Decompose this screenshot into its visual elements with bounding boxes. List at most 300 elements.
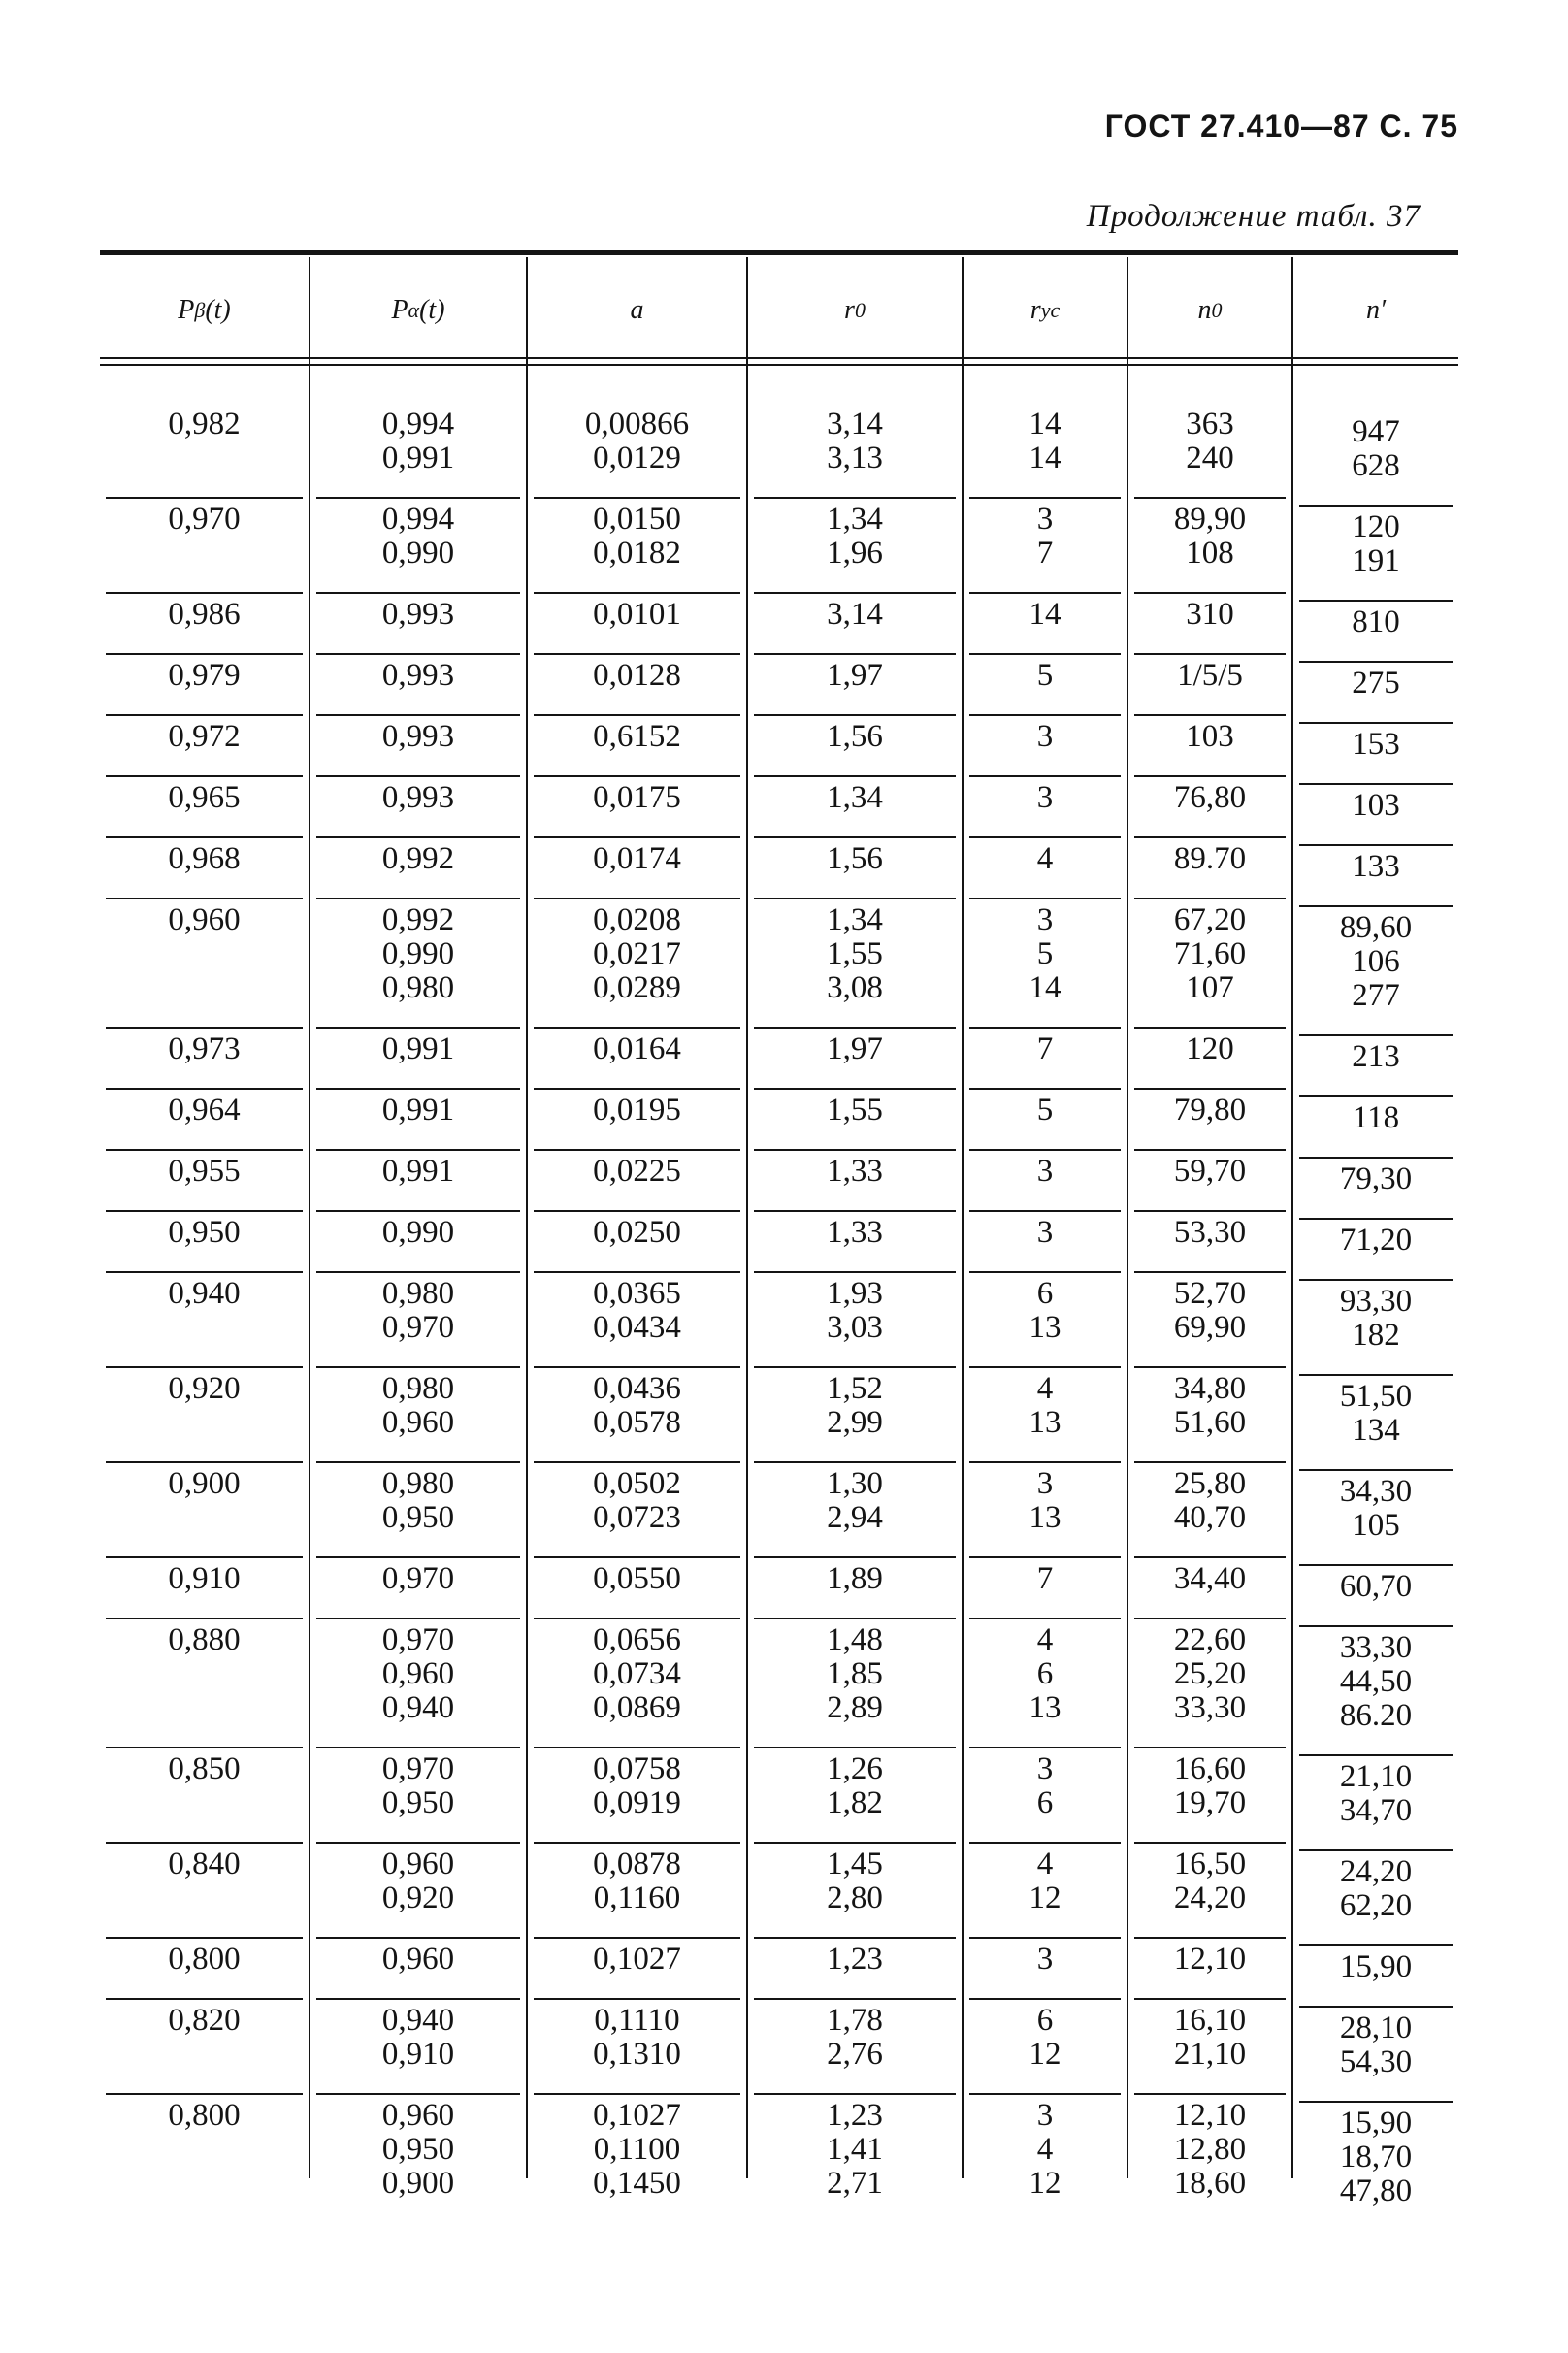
table-row (0, 1216, 1568, 1277)
cell-a (528, 1562, 746, 1596)
cell-n0-value: 12,10 (1173, 2098, 1247, 2133)
cell-p-beta-value: 0,920 (168, 1371, 241, 1406)
row-separator (969, 653, 1121, 655)
cell-p-alpha-value: 0,993 (381, 719, 455, 754)
row-separator (534, 653, 740, 655)
cell-n-prime (1293, 1950, 1458, 1984)
cell-n0 (1128, 1155, 1291, 1189)
cell-p-alpha-value: 0,980 (381, 970, 455, 1005)
cell-r0-value: 1,85 (827, 1656, 883, 1691)
cell-r0-value: 1,23 (827, 1942, 883, 1977)
cell-n-prime-value: 21,10 (1339, 1759, 1413, 1794)
cell-p-alpha-value: 0,992 (381, 902, 455, 937)
cell-ryc-value: 6 (1036, 1785, 1054, 1820)
row-separator (969, 714, 1121, 716)
cell-a (528, 2004, 746, 2072)
cell-n-prime (1293, 789, 1458, 823)
table-continuation-caption: Продолжение табл. 37 (1086, 199, 1421, 234)
cell-ryc-value: 14 (1029, 407, 1062, 441)
cell-r0-value: 2,71 (827, 2166, 883, 2201)
cell-n0-value: 33,30 (1173, 1690, 1247, 1725)
cell-a (528, 903, 746, 1005)
cell-p-beta (100, 598, 309, 632)
cell-n0 (1128, 598, 1291, 632)
cell-p-alpha-value: 0,990 (381, 1215, 455, 1250)
row-separator (106, 592, 303, 594)
cell-a-value: 0,0101 (593, 597, 681, 632)
cell-a-value: 0,0723 (593, 1500, 681, 1535)
row-separator (969, 1556, 1121, 1558)
cell-p-alpha-value: 0,970 (381, 1310, 455, 1345)
cell-a-value: 0,0656 (593, 1622, 681, 1657)
cell-p-alpha (310, 2099, 526, 2201)
cell-n-prime-value: 34,70 (1339, 1793, 1413, 1828)
row-separator (316, 1556, 520, 1558)
row-separator (969, 592, 1121, 594)
row-separator (534, 1366, 740, 1368)
cell-n-prime (1293, 1631, 1458, 1733)
cell-p-alpha-value: 0,950 (381, 1500, 455, 1535)
cell-r0-value: 3,13 (827, 441, 883, 475)
cell-p-beta-value: 0,850 (168, 1751, 241, 1786)
row-separator (969, 1088, 1121, 1090)
cell-r0 (748, 1277, 962, 1345)
cell-n0-value: 12,10 (1173, 1942, 1247, 1977)
cell-r0-value: 1,89 (827, 1561, 883, 1596)
cell-r0-value: 1,23 (827, 2098, 883, 2133)
cell-n-prime-value: 275 (1352, 666, 1400, 701)
cell-p-alpha (310, 1467, 526, 1535)
cell-ryc (964, 720, 1127, 754)
cell-r0 (748, 1155, 962, 1189)
table-row (0, 1155, 1568, 1216)
row-separator (106, 1937, 303, 1939)
row-separator (106, 1088, 303, 1090)
cell-a-value: 0,1450 (593, 2166, 681, 2201)
cell-p-alpha (310, 1155, 526, 1189)
cell-r0 (748, 842, 962, 876)
cell-a (528, 1943, 746, 1977)
row-separator (316, 1998, 520, 2000)
cell-n0-value: 16,60 (1173, 1751, 1247, 1786)
row-separator (106, 898, 303, 899)
cell-n-prime-value: 191 (1352, 543, 1400, 578)
cell-n-prime (1293, 1380, 1458, 1448)
cell-r0 (748, 720, 962, 754)
cell-p-alpha-value: 0,920 (381, 1880, 455, 1915)
row-separator (754, 592, 956, 594)
row-separator (534, 1937, 740, 1939)
cell-n-prime-value: 105 (1352, 1508, 1400, 1543)
cell-r0 (748, 1032, 962, 1066)
cell-r0-value: 2,80 (827, 1880, 883, 1915)
cell-n-prime-value: 54,30 (1339, 2044, 1413, 2079)
row-separator (1134, 1937, 1286, 1939)
cell-n0 (1128, 903, 1291, 1005)
cell-n0-value: 18,60 (1173, 2166, 1247, 2201)
column-header-n0: n 0 (1197, 295, 1223, 325)
cell-a (528, 2099, 746, 2201)
cell-a-value: 0,0550 (593, 1561, 681, 1596)
row-separator (754, 1937, 956, 1939)
cell-p-beta-value: 0,950 (168, 1215, 241, 1250)
row-separator (534, 1149, 740, 1151)
row-separator (316, 1937, 520, 1939)
row-separator (754, 1998, 956, 2000)
cell-r0 (748, 1752, 962, 1820)
cell-n0-value: 25,20 (1173, 1656, 1247, 1691)
cell-a-value: 0,1027 (593, 1942, 681, 1977)
cell-ryc-value: 7 (1036, 536, 1054, 571)
cell-a (528, 1752, 746, 1820)
cell-n-prime (1293, 510, 1458, 578)
cell-n0-value: 12,80 (1173, 2132, 1247, 2167)
cell-r0-value: 3,03 (827, 1310, 883, 1345)
cell-p-alpha (310, 1032, 526, 1066)
cell-n-prime-value: 15,90 (1339, 1949, 1413, 1984)
cell-ryc-value: 3 (1036, 502, 1054, 537)
cell-p-alpha-value: 0,990 (381, 936, 455, 971)
column-header-r0: r 0 (844, 295, 866, 325)
cell-n0-value: 52,70 (1173, 1276, 1247, 1311)
cell-r0-value: 2,89 (827, 1690, 883, 1725)
cell-ryc (964, 2099, 1127, 2201)
row-separator (969, 1271, 1121, 1273)
row-separator (316, 497, 520, 499)
cell-n0-value: 69,90 (1173, 1310, 1247, 1345)
cell-a (528, 408, 746, 475)
cell-n-prime-value: 213 (1352, 1039, 1400, 1074)
cell-a-value: 0,6152 (593, 719, 681, 754)
cell-p-beta-value: 0,955 (168, 1154, 241, 1189)
header-rule-lower (100, 364, 1458, 366)
cell-p-alpha-value: 0,993 (381, 780, 455, 815)
cell-n-prime-value: 810 (1352, 605, 1400, 639)
cell-r0 (748, 1623, 962, 1725)
cell-r0 (748, 2099, 962, 2201)
row-separator (754, 1556, 956, 1558)
cell-ryc-value: 3 (1036, 1942, 1054, 1977)
row-separator (969, 1747, 1121, 1748)
cell-a (528, 1094, 746, 1127)
column-header-p-beta: P β (t) (178, 295, 231, 325)
cell-a (528, 1032, 746, 1066)
cell-p-alpha (310, 503, 526, 571)
table-row (0, 1277, 1568, 1372)
cell-p-beta (100, 503, 309, 537)
cell-r0-value: 1,34 (827, 502, 883, 537)
cell-ryc (964, 408, 1127, 475)
row-separator (969, 775, 1121, 777)
cell-p-alpha (310, 1562, 526, 1596)
cell-a-value: 0,0869 (593, 1690, 681, 1725)
cell-r0 (748, 1847, 962, 1915)
row-separator (534, 1556, 740, 1558)
cell-p-beta (100, 1752, 309, 1786)
cell-n0 (1128, 1032, 1291, 1066)
cell-n-prime-value: 71,20 (1339, 1223, 1413, 1258)
cell-r0-value: 2,94 (827, 1500, 883, 1535)
cell-n0-value: 59,70 (1173, 1154, 1247, 1189)
cell-p-beta (100, 408, 309, 441)
cell-a-value: 0,0128 (593, 658, 681, 693)
cell-n-prime-value: 47,80 (1339, 2173, 1413, 2208)
cell-n0-value: 34,80 (1173, 1371, 1247, 1406)
cell-ryc-value: 4 (1036, 2132, 1054, 2167)
row-separator (316, 1271, 520, 1273)
row-separator (1134, 1210, 1286, 1212)
cell-ryc (964, 1277, 1127, 1345)
row-separator (754, 653, 956, 655)
row-separator (754, 1271, 956, 1273)
page-header: ГОСТ 27.410—87 С. 75 (1104, 109, 1458, 144)
cell-r0-value: 1,52 (827, 1371, 883, 1406)
row-separator (754, 1210, 956, 1212)
cell-p-alpha-value: 0,980 (381, 1371, 455, 1406)
row-separator (534, 775, 740, 777)
cell-a-value: 0,1310 (593, 2037, 681, 2072)
cell-a-value: 0,0878 (593, 1846, 681, 1881)
cell-n0 (1128, 1752, 1291, 1820)
cell-r0-value: 1,96 (827, 536, 883, 571)
cell-p-beta (100, 1032, 309, 1066)
cell-r0 (748, 1943, 962, 1977)
cell-p-beta (100, 1277, 309, 1311)
row-separator (106, 775, 303, 777)
row-separator (106, 1556, 303, 1558)
cell-p-beta (100, 1943, 309, 1977)
cell-a-value: 0,0919 (593, 1785, 681, 1820)
cell-p-beta-value: 0,800 (168, 1942, 241, 1977)
row-separator (1134, 1088, 1286, 1090)
row-separator (1134, 1556, 1286, 1558)
cell-p-alpha-value: 0,970 (381, 1751, 455, 1786)
cell-p-alpha (310, 1216, 526, 1250)
cell-ryc-value: 13 (1029, 1310, 1062, 1345)
cell-a (528, 1216, 746, 1250)
table-row (0, 842, 1568, 903)
cell-a-value: 0,0758 (593, 1751, 681, 1786)
cell-p-beta-value: 0,972 (168, 719, 241, 754)
cell-r0 (748, 2004, 962, 2072)
cell-p-beta-value: 0,910 (168, 1561, 241, 1596)
cell-ryc-value: 3 (1036, 1751, 1054, 1786)
cell-ryc (964, 1623, 1127, 1725)
row-separator (534, 1998, 740, 2000)
row-separator (754, 836, 956, 838)
table-row (0, 503, 1568, 598)
table-row (0, 598, 1568, 659)
cell-r0-value: 3,14 (827, 407, 883, 441)
cell-r0 (748, 1467, 962, 1535)
cell-p-beta (100, 1562, 309, 1596)
row-separator (969, 1461, 1121, 1463)
cell-a (528, 1847, 746, 1915)
cell-p-alpha (310, 842, 526, 876)
cell-p-alpha (310, 1943, 526, 1977)
cell-n-prime-value: 628 (1352, 448, 1400, 483)
table-row (0, 408, 1568, 503)
cell-p-beta (100, 1155, 309, 1189)
cell-r0-value: 1,45 (827, 1846, 883, 1881)
row-separator (316, 2093, 520, 2095)
cell-p-alpha (310, 1094, 526, 1127)
cell-r0 (748, 1094, 962, 1127)
cell-p-beta-value: 0,986 (168, 597, 241, 632)
row-separator (106, 836, 303, 838)
cell-n-prime (1293, 667, 1458, 701)
row-separator (969, 898, 1121, 899)
cell-p-alpha (310, 903, 526, 1005)
cell-n0-value: 76,80 (1173, 780, 1247, 815)
row-separator (106, 1027, 303, 1029)
cell-a (528, 503, 746, 571)
cell-n0 (1128, 1094, 1291, 1127)
row-separator (316, 1618, 520, 1619)
cell-ryc (964, 781, 1127, 815)
cell-p-alpha-value: 0,994 (381, 502, 455, 537)
cell-r0-value: 1,30 (827, 1466, 883, 1501)
cell-r0 (748, 598, 962, 632)
cell-n-prime-value: 51,50 (1339, 1379, 1413, 1414)
cell-p-alpha-value: 0,960 (381, 1942, 455, 1977)
cell-ryc-value: 6 (1036, 2003, 1054, 2038)
cell-a (528, 1467, 746, 1535)
cell-ryc-value: 3 (1036, 780, 1054, 815)
cell-a-value: 0,0436 (593, 1371, 681, 1406)
cell-ryc-value: 5 (1036, 1093, 1054, 1127)
row-separator (1134, 775, 1286, 777)
cell-n0 (1128, 503, 1291, 571)
cell-a-value: 0,0195 (593, 1093, 681, 1127)
cell-n-prime-value: 153 (1352, 727, 1400, 762)
cell-r0 (748, 1216, 962, 1250)
cell-p-alpha-value: 0,991 (381, 441, 455, 475)
row-separator (1134, 1271, 1286, 1273)
cell-n-prime (1293, 1101, 1458, 1135)
cell-ryc (964, 2004, 1127, 2072)
cell-ryc (964, 903, 1127, 1005)
cell-n-prime (1293, 1224, 1458, 1258)
cell-a-value: 0,0250 (593, 1215, 681, 1250)
cell-n-prime-value: 44,50 (1339, 1664, 1413, 1699)
cell-ryc-value: 13 (1029, 1500, 1062, 1535)
row-separator (534, 1027, 740, 1029)
cell-n-prime-value: 133 (1352, 849, 1400, 884)
cell-r0-value: 1,78 (827, 2003, 883, 2038)
cell-n-prime-value: 103 (1352, 788, 1400, 823)
cell-n0-value: 71,60 (1173, 936, 1247, 971)
cell-n0-value: 24,20 (1173, 1880, 1247, 1915)
row-separator (1134, 2093, 1286, 2095)
table-row (0, 1623, 1568, 1752)
cell-n0 (1128, 1847, 1291, 1915)
row-separator (754, 1618, 956, 1619)
cell-p-alpha-value: 0,993 (381, 597, 455, 632)
cell-p-beta-value: 0,982 (168, 407, 241, 441)
row-separator (316, 592, 520, 594)
cell-ryc (964, 1155, 1127, 1189)
row-separator (316, 775, 520, 777)
cell-n0 (1128, 1277, 1291, 1345)
row-separator (534, 1210, 740, 1212)
cell-n-prime-value: 34,30 (1339, 1474, 1413, 1509)
cell-n0-value: 103 (1186, 719, 1234, 754)
row-separator (1134, 714, 1286, 716)
row-separator (106, 714, 303, 716)
cell-a-value: 0,0129 (593, 441, 681, 475)
cell-n0-value: 21,10 (1173, 2037, 1247, 2072)
row-separator (534, 714, 740, 716)
cell-r0-value: 1,41 (827, 2132, 883, 2167)
cell-n-prime (1293, 1475, 1458, 1543)
row-separator (1134, 1998, 1286, 2000)
cell-a (528, 720, 746, 754)
row-separator (754, 1088, 956, 1090)
column-header-n-prime: n′ (1365, 295, 1387, 325)
table-row (0, 720, 1568, 781)
row-separator (754, 1747, 956, 1748)
cell-n0 (1128, 1562, 1291, 1596)
cell-p-alpha-value: 0,991 (381, 1031, 455, 1066)
cell-p-beta-value: 0,800 (168, 2098, 241, 2133)
row-separator (534, 1618, 740, 1619)
cell-n-prime-value: 182 (1352, 1318, 1400, 1353)
cell-r0-value: 1,82 (827, 1785, 883, 1820)
cell-ryc-value: 4 (1036, 841, 1054, 876)
cell-p-beta-value: 0,940 (168, 1276, 241, 1311)
row-separator (969, 1210, 1121, 1212)
cell-r0-value: 3,08 (827, 970, 883, 1005)
cell-a-value: 0,1100 (593, 2132, 681, 2167)
header-rule-upper (100, 357, 1458, 359)
row-separator (969, 1937, 1121, 1939)
cell-n0-value: 34,40 (1173, 1561, 1247, 1596)
cell-n-prime-value: 118 (1352, 1100, 1400, 1135)
cell-p-alpha (310, 1277, 526, 1345)
cell-r0 (748, 1372, 962, 1440)
cell-n0-value: 120 (1186, 1031, 1234, 1066)
cell-r0-value: 1,55 (827, 936, 883, 971)
cell-a-value: 0,00866 (584, 407, 690, 441)
cell-p-beta (100, 659, 309, 693)
cell-ryc (964, 659, 1127, 693)
row-separator (969, 1842, 1121, 1844)
cell-n0-value: 240 (1186, 441, 1234, 475)
cell-n-prime (1293, 1570, 1458, 1604)
table-row (0, 1094, 1568, 1155)
cell-p-alpha (310, 408, 526, 475)
cell-n0-value: 89.70 (1173, 841, 1247, 876)
row-separator (106, 1842, 303, 1844)
row-separator (106, 1210, 303, 1212)
cell-n0 (1128, 408, 1291, 475)
cell-r0 (748, 1562, 962, 1596)
row-separator (754, 775, 956, 777)
row-separator (106, 1461, 303, 1463)
cell-p-alpha-value: 0,991 (381, 1154, 455, 1189)
cell-n-prime-value: 277 (1352, 978, 1400, 1013)
cell-ryc-value: 12 (1029, 2166, 1062, 2201)
cell-ryc (964, 1372, 1127, 1440)
cell-p-alpha-value: 0,980 (381, 1466, 455, 1501)
cell-p-beta-value: 0,820 (168, 2003, 241, 2038)
cell-a-value: 0,0434 (593, 1310, 681, 1345)
row-separator (316, 898, 520, 899)
cell-p-beta-value: 0,970 (168, 502, 241, 537)
cell-p-alpha (310, 1752, 526, 1820)
cell-ryc-value: 3 (1036, 1154, 1054, 1189)
